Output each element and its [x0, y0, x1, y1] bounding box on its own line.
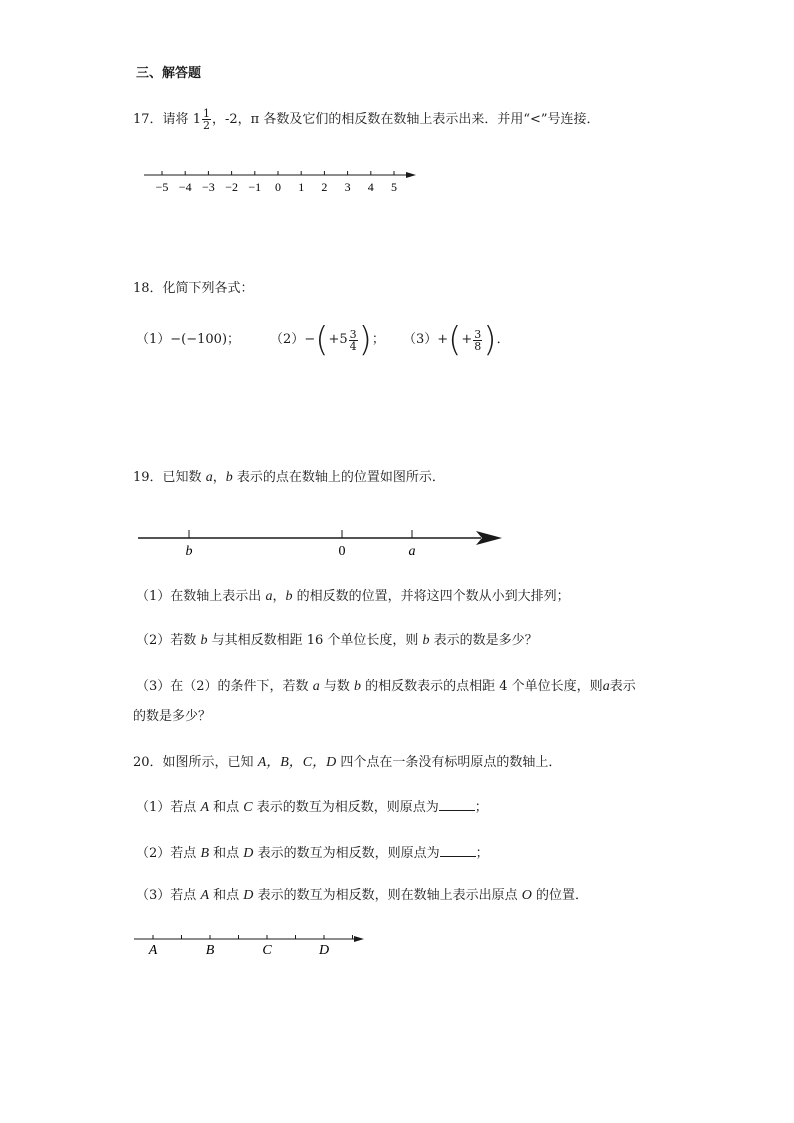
q19-var-b: b	[225, 470, 233, 485]
q18-parts	[136, 318, 510, 362]
q19-s1-a: a	[265, 589, 273, 604]
q17-tick-label: 4	[367, 180, 374, 194]
q20-s2-text-3: 表示的数互为相反数，则原点为	[257, 846, 440, 861]
q19-s2-b: b	[200, 633, 208, 648]
q20-number: 20．	[133, 755, 163, 770]
q20-s3-A: A	[200, 888, 209, 903]
q17-number: 17．	[133, 112, 163, 127]
q19-s2-b2: b	[422, 633, 430, 648]
q20-sub-3	[136, 888, 588, 904]
q19-sep: ，	[212, 470, 226, 485]
q18-p3-end: ．	[496, 332, 510, 347]
q20-s1-text-3: 表示的数互为相反数，则原点为	[256, 800, 439, 815]
q19-number: 19．	[133, 470, 163, 485]
q19-s3-text-4: 表示	[609, 679, 636, 694]
q18-p1-expr: −(−100)；	[170, 332, 241, 347]
q19-s1-text-1: 在数轴上表示出	[170, 589, 262, 604]
q19-s2-text-2: 与其相反数相距 16 个单位长度，则	[211, 633, 419, 648]
q20-number-line	[132, 930, 372, 960]
q20-s1-C: C	[243, 800, 253, 815]
q20-s3-text-1: 若点	[170, 888, 197, 903]
q19-s1-b: b	[285, 589, 293, 604]
q18-p3-num: 3	[474, 327, 482, 341]
q20-s3-O: O	[521, 888, 532, 903]
q17-axis-arrow	[406, 172, 416, 178]
q18-p2-inner: +5	[328, 332, 348, 347]
section-title: 三、解答题	[136, 66, 202, 81]
q17-frac-den: 2	[202, 119, 210, 132]
q19-s1-text-2: 的相反数的位置，并将这四个数从小到大排列；	[296, 589, 570, 604]
q20-ticks	[153, 935, 353, 939]
q20-text-2: 四个点在一条没有标明原点的数轴上．	[340, 755, 562, 770]
q17-text-1: 请将	[162, 112, 189, 127]
q17-ticks	[156, 171, 397, 194]
q20-s2-end: ；	[475, 846, 489, 861]
q20-s2-text-2: 和点	[213, 846, 240, 861]
q20-axis-arrow	[354, 936, 364, 942]
q20-label-B: B	[205, 943, 215, 958]
q17-tick-label: 1	[298, 180, 305, 194]
question-17	[133, 108, 600, 131]
q19-text-2: 表示的点在数轴上的位置如图所示．	[236, 470, 445, 485]
q20-s1-answer-blank[interactable]	[439, 798, 475, 811]
q18-p2-num: 3	[349, 327, 357, 341]
q17-frac-num: 1	[202, 107, 210, 120]
q17-tick-label: −3	[202, 180, 215, 194]
q20-s2-B: B	[200, 846, 209, 861]
q19-s1-label: （1）	[136, 589, 171, 604]
q18-p2-den: 4	[349, 339, 357, 353]
q19-sub-1	[136, 589, 570, 605]
question-19	[133, 470, 445, 486]
q19-s2-text-1: 若数	[170, 633, 197, 648]
q19-label-b: b	[185, 544, 193, 559]
q18-p3-right-paren: )	[483, 320, 497, 360]
q19-number-line	[136, 524, 506, 560]
q17-tick-label: 2	[321, 180, 328, 194]
q20-s3-text-2: 和点	[213, 888, 240, 903]
q20-s1-end: ；	[474, 800, 488, 815]
q19-s3-a: a	[312, 679, 320, 694]
q20-s3-D: D	[243, 888, 254, 903]
q20-label-D: D	[318, 943, 330, 958]
q17-number-line	[140, 165, 430, 199]
q20-s3-label: （3）	[136, 888, 171, 903]
q18-number: 18．	[133, 281, 163, 296]
q19-label-zero: 0	[338, 544, 346, 559]
q20-s3-text-3: 表示的数互为相反数，则在数轴上表示出原点	[257, 888, 518, 903]
q17-text-2: ，-2，π 各数及它们的相反数在数轴上表示出来．并用“<”号连接．	[211, 112, 600, 127]
q19-label-a: a	[408, 544, 416, 559]
q18-p2-label: （2）	[270, 332, 305, 347]
q20-s3-text-4: 的位置．	[535, 888, 588, 903]
q18-title: 化简下列各式：	[162, 281, 254, 296]
question-18	[133, 281, 254, 297]
q20-points: A，B，C，D	[257, 755, 337, 770]
q17-tick-label: −5	[155, 180, 169, 194]
q17-tick-label: −2	[225, 180, 238, 194]
q19-s3-b: b	[354, 679, 361, 694]
q19-s1-sep: ，	[272, 589, 286, 604]
q20-s2-D: D	[243, 846, 254, 861]
q18-p2-sign: −	[304, 332, 316, 347]
q19-sub-2	[136, 633, 538, 649]
q18-p2-left-paren: (	[315, 320, 329, 360]
q18-p3-inner: +	[461, 332, 473, 347]
q20-s2-answer-blank[interactable]	[440, 844, 476, 857]
q20-text-1: 如图所示，已知	[162, 755, 254, 770]
q17-fraction	[202, 108, 211, 131]
q19-s3-text-2: 与数	[323, 679, 350, 694]
q18-p1-label: （1）	[136, 332, 171, 347]
q20-label-A: A	[148, 943, 158, 958]
q20-s2-text-1: 若点	[170, 846, 197, 861]
q20-s1-label: （1）	[136, 800, 171, 815]
q19-s3-text-3: 的相反数表示的点相距 4 个单位长度，则	[365, 679, 603, 694]
q19-var-a: a	[205, 470, 213, 485]
q18-p3-fraction	[473, 329, 482, 352]
q18-p3-left-paren: (	[448, 320, 462, 360]
q20-label-C: C	[262, 943, 272, 958]
q20-s1-A: A	[200, 800, 209, 815]
q17-tick-label: −1	[248, 180, 262, 194]
q17-tick-label: 0	[275, 180, 281, 194]
q20-s1-text-2: 和点	[213, 800, 240, 815]
q19-text-1: 已知数	[162, 470, 202, 485]
q18-p3-den: 8	[474, 339, 482, 353]
q17-tick-label: 3	[344, 180, 351, 194]
q19-s3-a2: a	[602, 679, 610, 694]
q18-p3-sign: +	[437, 332, 449, 347]
q19-s2-text-3: 表示的数是多少？	[433, 633, 538, 648]
q18-p2-right-paren: )	[358, 320, 372, 360]
q17-tick-label: 5	[391, 180, 397, 194]
q18-p3-label: （3）	[402, 332, 438, 347]
q19-s3-text-1: 在（2）的条件下，若数	[170, 679, 309, 694]
q17-mixed-whole: 1	[192, 112, 201, 127]
q18-p2-fraction	[349, 329, 358, 352]
question-20	[133, 755, 561, 771]
q19-s3-label: （3）	[136, 679, 171, 694]
q19-sub-3-line-2: 的数是多少？	[133, 709, 212, 724]
q20-s1-text-1: 若点	[170, 800, 197, 815]
q20-sub-2	[136, 844, 489, 862]
q19-s2-label: （2）	[136, 633, 171, 648]
q20-s2-label: （2）	[136, 846, 171, 861]
q19-sub-3	[136, 679, 636, 695]
q18-p2-end: ；	[371, 332, 385, 347]
q17-tick-label: −4	[178, 180, 192, 194]
q20-sub-1	[136, 798, 488, 816]
